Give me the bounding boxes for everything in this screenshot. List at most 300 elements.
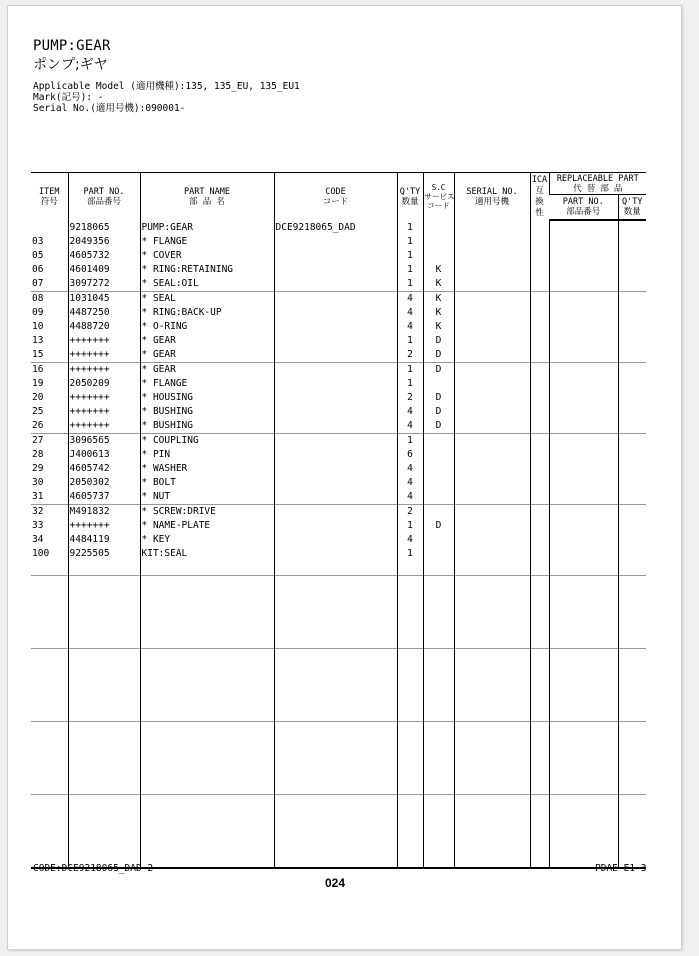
table-row: [31, 320, 646, 334]
cell-empty: [397, 737, 423, 751]
table-row-blank: [31, 678, 646, 692]
cell-part-no: M491832: [68, 505, 140, 520]
cell-code: [274, 320, 397, 334]
cell-empty: [549, 405, 618, 419]
cell-empty: [549, 533, 618, 547]
cell-item: 26: [32, 420, 44, 431]
cell-empty: [423, 591, 454, 605]
cell-empty: [618, 490, 646, 505]
cell-empty: [140, 810, 274, 824]
cell-empty: [618, 737, 646, 751]
cell-part-no: 1031045: [68, 292, 140, 307]
cell-empty: [454, 363, 530, 378]
cell-empty: [397, 649, 423, 664]
cell-item: 03: [32, 236, 44, 247]
cell-empty: [618, 519, 646, 533]
cell-empty: [530, 722, 549, 737]
cell-empty: [68, 737, 140, 751]
cell-part-no: 3097272: [68, 277, 140, 292]
cell-empty: [549, 249, 618, 263]
cell-empty: [549, 277, 618, 292]
cell-qty: 1: [397, 519, 423, 533]
cell-empty: [454, 780, 530, 795]
cell-empty: [31, 693, 68, 707]
cell-empty: [31, 678, 68, 692]
cell-sc: K: [423, 292, 454, 307]
cell-empty: [549, 490, 618, 505]
cell-empty: [423, 824, 454, 838]
cell-part-no: +++++++: [68, 348, 140, 363]
cell-empty: [397, 722, 423, 737]
table-row-blank: [31, 780, 646, 795]
cell-empty: [618, 634, 646, 649]
cell-empty: [549, 664, 618, 678]
cell-empty: [423, 649, 454, 664]
cell-code: [274, 490, 397, 505]
cell-name: * SEAL: [140, 292, 274, 307]
cell-empty: [423, 751, 454, 765]
cell-empty: [618, 707, 646, 722]
cell-item: 13: [32, 335, 44, 346]
cell-code: [274, 334, 397, 348]
cell-empty: [397, 576, 423, 591]
cell-empty: [549, 462, 618, 476]
cell-empty: [423, 561, 454, 576]
cell-part-no: 3096565: [68, 434, 140, 449]
cell-empty: [618, 533, 646, 547]
table-row: [31, 348, 646, 363]
cell-empty: [140, 853, 274, 868]
table-row: [31, 363, 646, 378]
cell-empty: [618, 391, 646, 405]
cell-empty: [530, 263, 549, 277]
cell-empty: [274, 810, 397, 824]
cell-empty: [454, 853, 530, 868]
col-rep-qty: Q'TY 数量: [618, 195, 646, 221]
table-row: [31, 220, 646, 235]
cell-empty: [397, 605, 423, 619]
cell-empty: [397, 751, 423, 765]
cell-sc: [423, 249, 454, 263]
cell-empty: [618, 306, 646, 320]
cell-empty: [454, 707, 530, 722]
cell-empty: [618, 334, 646, 348]
col-part-no: PART NO. 部品番号: [68, 173, 140, 221]
cell-empty: [397, 810, 423, 824]
cell-code: [274, 249, 397, 263]
cell-empty: [549, 591, 618, 605]
cell-empty: [618, 547, 646, 561]
serial-number: Serial No.(適用号機):090001-: [33, 103, 186, 114]
col-service-code: S.C サービス コード: [423, 173, 454, 221]
cell-empty: [549, 737, 618, 751]
cell-empty: [549, 391, 618, 405]
cell-empty: [618, 462, 646, 476]
cell-item: 20: [32, 392, 44, 403]
cell-item: 100: [32, 548, 50, 559]
table-row-blank: [31, 576, 646, 591]
cell-item: 30: [32, 477, 44, 488]
cell-empty: [68, 561, 140, 576]
cell-item: 15: [32, 349, 44, 360]
cell-item: 19: [32, 378, 44, 389]
col-item: ITEM 符号: [31, 173, 68, 221]
cell-empty: [68, 649, 140, 664]
cell-empty: [31, 561, 68, 576]
cell-empty: [549, 434, 618, 449]
cell-empty: [140, 664, 274, 678]
cell-empty: [618, 722, 646, 737]
cell-code: [274, 263, 397, 277]
cell-empty: [397, 591, 423, 605]
cell-empty: [140, 722, 274, 737]
cell-empty: [549, 707, 618, 722]
cell-empty: [274, 620, 397, 634]
table-row: [31, 405, 646, 419]
cell-item: 28: [32, 449, 44, 460]
page-title-jp: ポンプ;ギヤ: [33, 57, 108, 73]
cell-empty: [274, 649, 397, 664]
cell-empty: [68, 765, 140, 779]
cell-sc: D: [423, 334, 454, 348]
cell-sc: K: [423, 277, 454, 292]
cell-empty: [31, 795, 68, 810]
cell-empty: [530, 519, 549, 533]
cell-empty: [618, 320, 646, 334]
cell-empty: [618, 765, 646, 779]
cell-qty: 4: [397, 292, 423, 307]
cell-empty: [274, 737, 397, 751]
cell-empty: [454, 737, 530, 751]
col-rep-part-no: PART NO. 部品番号: [549, 195, 618, 221]
cell-qty: 2: [397, 391, 423, 405]
table-row: [31, 377, 646, 391]
footer-code: CODE:DCE9218065_DAD-2: [33, 863, 154, 874]
table-row: [31, 448, 646, 462]
cell-name: * WASHER: [140, 462, 274, 476]
cell-empty: [423, 664, 454, 678]
cell-empty: [454, 678, 530, 692]
cell-empty: [68, 795, 140, 810]
cell-part-no: 2050302: [68, 476, 140, 490]
cell-sc: D: [423, 348, 454, 363]
cell-empty: [454, 722, 530, 737]
cell-part-no: 2049356: [68, 235, 140, 249]
cell-empty: [454, 434, 530, 449]
cell-empty: [549, 561, 618, 576]
parts-body: [31, 220, 646, 868]
cell-qty: 4: [397, 419, 423, 434]
cell-empty: [454, 605, 530, 619]
cell-empty: [397, 780, 423, 795]
cell-empty: [31, 838, 68, 852]
cell-empty: [274, 765, 397, 779]
cell-empty: [274, 576, 397, 591]
cell-empty: [549, 620, 618, 634]
cell-empty: [530, 810, 549, 824]
cell-empty: [397, 561, 423, 576]
table-row: [31, 292, 646, 307]
cell-empty: [618, 235, 646, 249]
cell-empty: [618, 249, 646, 263]
cell-qty: 4: [397, 306, 423, 320]
cell-sc: [423, 476, 454, 490]
cell-empty: [530, 377, 549, 391]
table-row-blank: [31, 810, 646, 824]
cell-empty: [454, 419, 530, 434]
cell-empty: [454, 591, 530, 605]
col-code: CODE コード: [274, 173, 397, 221]
cell-empty: [397, 853, 423, 868]
cell-empty: [423, 722, 454, 737]
cell-name: * HOUSING: [140, 391, 274, 405]
cell-item: 10: [32, 321, 44, 332]
cell-empty: [530, 853, 549, 868]
cell-empty: [530, 737, 549, 751]
table-row: [31, 391, 646, 405]
cell-empty: [549, 547, 618, 561]
cell-qty: 2: [397, 505, 423, 520]
cell-empty: [140, 605, 274, 619]
cell-empty: [530, 824, 549, 838]
cell-qty: 1: [397, 235, 423, 249]
cell-empty: [397, 765, 423, 779]
cell-name: * GEAR: [140, 348, 274, 363]
cell-item: 16: [31, 363, 68, 378]
cell-part-no: 4605732: [68, 249, 140, 263]
cell-empty: [530, 780, 549, 795]
cell-empty: [140, 561, 274, 576]
cell-empty: [549, 448, 618, 462]
cell-empty: [397, 795, 423, 810]
table-row-blank: [31, 605, 646, 619]
cell-empty: [423, 795, 454, 810]
cell-empty: [454, 391, 530, 405]
cell-empty: [618, 810, 646, 824]
cell-empty: [618, 377, 646, 391]
cell-name: * GEAR: [140, 363, 274, 378]
cell-empty: [31, 707, 68, 722]
cell-empty: [549, 722, 618, 737]
table-row-blank: [31, 664, 646, 678]
cell-empty: [530, 649, 549, 664]
cell-empty: [530, 448, 549, 462]
cell-empty: [397, 693, 423, 707]
cell-empty: [530, 405, 549, 419]
cell-empty: [454, 292, 530, 307]
cell-sc: [423, 448, 454, 462]
cell-empty: [140, 765, 274, 779]
cell-sc: D: [423, 519, 454, 533]
cell-empty: [549, 780, 618, 795]
table-row-blank: [31, 561, 646, 576]
cell-empty: [454, 576, 530, 591]
cell-empty: [31, 620, 68, 634]
cell-empty: [68, 722, 140, 737]
cell-empty: [423, 765, 454, 779]
cell-empty: [618, 434, 646, 449]
cell-empty: [454, 490, 530, 505]
cell-sc: D: [423, 405, 454, 419]
cell-empty: [618, 263, 646, 277]
cell-empty: [549, 838, 618, 852]
cell-empty: [530, 476, 549, 490]
cell-code: [274, 419, 397, 434]
cell-empty: [31, 780, 68, 795]
cell-empty: [618, 220, 646, 235]
cell-empty: [31, 722, 68, 737]
cell-empty: [274, 824, 397, 838]
cell-empty: [274, 693, 397, 707]
cell-part-no: 2050209: [68, 377, 140, 391]
cell-empty: [618, 620, 646, 634]
cell-empty: [274, 591, 397, 605]
cell-empty: [549, 263, 618, 277]
cell-item: 33: [32, 520, 44, 531]
cell-name: * RING:RETAINING: [140, 263, 274, 277]
cell-qty: 1: [397, 220, 423, 235]
cell-empty: [454, 810, 530, 824]
cell-name: * BUSHING: [140, 405, 274, 419]
cell-empty: [454, 462, 530, 476]
table-row-blank: [31, 765, 646, 779]
cell-empty: [454, 448, 530, 462]
table-row: [31, 419, 646, 434]
cell-empty: [68, 634, 140, 649]
col-replaceable-part: REPLACEABLE PART 代 替 部 品: [549, 173, 646, 195]
cell-empty: [274, 780, 397, 795]
cell-empty: [530, 576, 549, 591]
cell-sc: [423, 220, 454, 235]
cell-empty: [618, 405, 646, 419]
cell-empty: [423, 838, 454, 852]
cell-empty: [68, 707, 140, 722]
cell-empty: [549, 292, 618, 307]
cell-sc: D: [423, 363, 454, 378]
cell-qty: 6: [397, 448, 423, 462]
cell-item: [31, 220, 68, 235]
cell-part-no: +++++++: [68, 363, 140, 378]
cell-qty: 1: [397, 547, 423, 561]
cell-empty: [140, 576, 274, 591]
cell-empty: [530, 419, 549, 434]
cell-empty: [31, 810, 68, 824]
cell-sc: K: [423, 263, 454, 277]
cell-part-no: +++++++: [68, 419, 140, 434]
cell-empty: [530, 363, 549, 378]
cell-empty: [549, 519, 618, 533]
cell-qty: 1: [397, 377, 423, 391]
cell-empty: [397, 634, 423, 649]
cell-empty: [423, 693, 454, 707]
cell-sc: [423, 434, 454, 449]
cell-qty: 2: [397, 348, 423, 363]
cell-empty: [423, 810, 454, 824]
cell-empty: [423, 576, 454, 591]
table-row: [31, 547, 646, 561]
cell-code: [274, 377, 397, 391]
cell-empty: [530, 306, 549, 320]
cell-name: * FLANGE: [140, 235, 274, 249]
cell-qty: 1: [397, 249, 423, 263]
table-row: [31, 519, 646, 533]
col-serial-no: SERIAL NO. 適用号機: [454, 173, 530, 221]
table-row: [31, 490, 646, 505]
cell-empty: [140, 591, 274, 605]
cell-empty: [68, 591, 140, 605]
cell-qty: 1: [397, 334, 423, 348]
cell-empty: [549, 476, 618, 490]
cell-part-no: 4605737: [68, 490, 140, 505]
cell-empty: [454, 547, 530, 561]
cell-sc: [423, 462, 454, 476]
cell-empty: [68, 838, 140, 852]
cell-qty: 1: [397, 277, 423, 292]
cell-empty: [454, 320, 530, 334]
cell-code: [274, 405, 397, 419]
cell-empty: [454, 693, 530, 707]
cell-empty: [454, 751, 530, 765]
cell-empty: [274, 722, 397, 737]
cell-empty: [454, 476, 530, 490]
cell-empty: [530, 249, 549, 263]
cell-empty: [140, 824, 274, 838]
cell-empty: [530, 838, 549, 852]
table-row: [31, 306, 646, 320]
cell-code: [274, 363, 397, 378]
cell-empty: [68, 751, 140, 765]
cell-empty: [274, 795, 397, 810]
cell-empty: [68, 620, 140, 634]
cell-empty: [423, 605, 454, 619]
applicable-model: Applicable Model (適用機種):135, 135_EU, 135_EU1: [33, 81, 300, 92]
cell-sc: K: [423, 306, 454, 320]
cell-empty: [618, 824, 646, 838]
cell-empty: [618, 363, 646, 378]
cell-empty: [530, 292, 549, 307]
col-part-name: PART NAME 部 品 名: [140, 173, 274, 221]
table-row-blank: [31, 634, 646, 649]
cell-empty: [140, 634, 274, 649]
cell-item: 08: [31, 292, 68, 307]
table-row: [31, 476, 646, 490]
table-row: [31, 263, 646, 277]
table-row-blank: [31, 707, 646, 722]
cell-name: * BOLT: [140, 476, 274, 490]
cell-empty: [618, 448, 646, 462]
table-row: [31, 462, 646, 476]
cell-empty: [454, 220, 530, 235]
cell-empty: [423, 853, 454, 868]
cell-empty: [530, 547, 549, 561]
table-row: [31, 249, 646, 263]
cell-part-no: 4601409: [68, 263, 140, 277]
cell-empty: [140, 678, 274, 692]
cell-empty: [530, 678, 549, 692]
cell-name: * FLANGE: [140, 377, 274, 391]
cell-empty: [454, 377, 530, 391]
cell-name: * BUSHING: [140, 419, 274, 434]
parts-table: [31, 172, 646, 869]
cell-empty: [31, 737, 68, 751]
table-row-blank: [31, 824, 646, 838]
cell-part-no: +++++++: [68, 519, 140, 533]
cell-empty: [423, 678, 454, 692]
cell-empty: [618, 476, 646, 490]
cell-name: KIT:SEAL: [140, 547, 274, 561]
cell-empty: [618, 795, 646, 810]
cell-empty: [530, 591, 549, 605]
